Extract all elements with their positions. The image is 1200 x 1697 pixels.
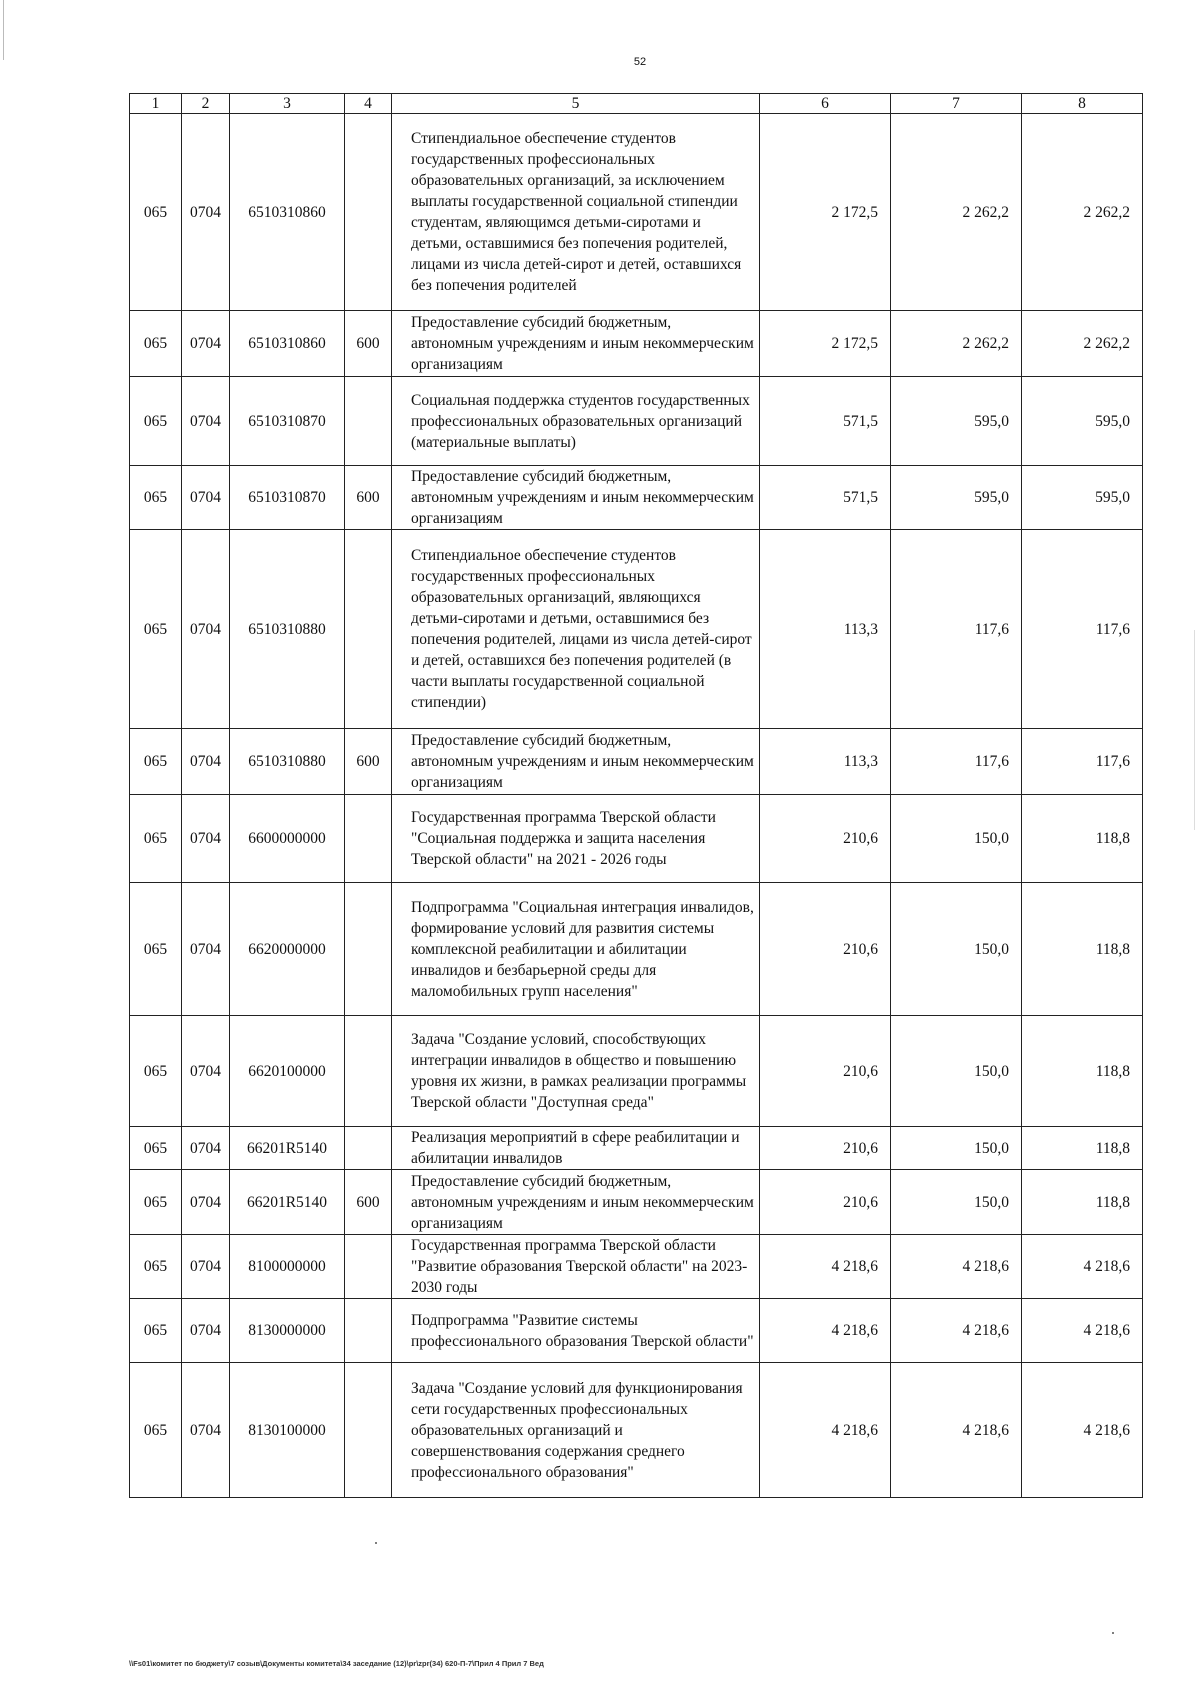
target-article-cell: 6510310880 [230, 729, 345, 795]
target-article-cell: 8100000000 [230, 1235, 345, 1299]
expense-type-cell [345, 1127, 392, 1170]
description-cell: Предоставление субсидий бюджетным, автономным учреждениям и иным некоммерческим организациям [392, 311, 760, 377]
section-code-cell: 0704 [182, 311, 230, 377]
admin-code-cell: 065 [130, 795, 182, 883]
amount-cell-year1: 2 172,5 [760, 311, 891, 377]
amount-cell-year2: 150,0 [891, 1016, 1022, 1127]
section-code-cell: 0704 [182, 1127, 230, 1170]
expense-type-cell: 600 [345, 311, 392, 377]
table-row [130, 114, 1143, 311]
column-number: 5 [392, 94, 760, 114]
amount-cell-year2: 2 262,2 [891, 114, 1022, 311]
expense-type-cell: 600 [345, 1170, 392, 1235]
description-cell: Подпрограмма "Развитие системы профессионального образования Тверской области" [392, 1299, 760, 1363]
column-number: 3 [230, 94, 345, 114]
target-article-cell: 8130100000 [230, 1363, 345, 1498]
amount-cell-year3: 118,8 [1022, 883, 1143, 1016]
admin-code-cell: 065 [130, 530, 182, 729]
section-code-cell: 0704 [182, 114, 230, 311]
expense-type-cell: 600 [345, 729, 392, 795]
column-number: 2 [182, 94, 230, 114]
table-row [130, 1299, 1143, 1363]
table-row [130, 883, 1143, 1016]
description-cell: Государственная программа Тверской области "Развитие образования Тверской области" на 2023-2030 годы [392, 1235, 760, 1299]
target-article-cell: 6510310870 [230, 466, 345, 530]
target-article-cell: 6600000000 [230, 795, 345, 883]
amount-cell-year2: 150,0 [891, 883, 1022, 1016]
amount-cell-year1: 210,6 [760, 1016, 891, 1127]
admin-code-cell: 065 [130, 114, 182, 311]
amount-cell-year3: 2 262,2 [1022, 311, 1143, 377]
admin-code-cell: 065 [130, 1299, 182, 1363]
amount-cell-year1: 210,6 [760, 1170, 891, 1235]
amount-cell-year2: 150,0 [891, 1170, 1022, 1235]
amount-cell-year3: 117,6 [1022, 729, 1143, 795]
budget-table [129, 93, 1143, 1498]
admin-code-cell: 065 [130, 729, 182, 795]
table-row [130, 795, 1143, 883]
admin-code-cell: 065 [130, 466, 182, 530]
admin-code-cell: 065 [130, 883, 182, 1016]
target-article-cell: 6510310870 [230, 377, 345, 466]
target-article-cell: 6510310860 [230, 311, 345, 377]
table-row [130, 1127, 1143, 1170]
section-code-cell: 0704 [182, 1170, 230, 1235]
amount-cell-year1: 210,6 [760, 795, 891, 883]
admin-code-cell: 065 [130, 377, 182, 466]
expense-type-cell [345, 883, 392, 1016]
admin-code-cell: 065 [130, 311, 182, 377]
column-number: 4 [345, 94, 392, 114]
section-code-cell: 0704 [182, 1363, 230, 1498]
table-row [130, 530, 1143, 729]
description-cell: Предоставление субсидий бюджетным, автономным учреждениям и иным некоммерческим организациям [392, 1170, 760, 1235]
admin-code-cell: 065 [130, 1363, 182, 1498]
expense-type-cell [345, 377, 392, 466]
amount-cell-year1: 210,6 [760, 883, 891, 1016]
expense-type-cell [345, 1016, 392, 1127]
table-row [130, 377, 1143, 466]
target-article-cell: 6620000000 [230, 883, 345, 1016]
amount-cell-year2: 4 218,6 [891, 1235, 1022, 1299]
amount-cell-year1: 571,5 [760, 466, 891, 530]
amount-cell-year1: 4 218,6 [760, 1363, 891, 1498]
target-article-cell: 66201R5140 [230, 1127, 345, 1170]
target-article-cell: 66201R5140 [230, 1170, 345, 1235]
description-cell: Предоставление субсидий бюджетным, автономным учреждениям и иным некоммерческим организациям [392, 729, 760, 795]
amount-cell-year3: 4 218,6 [1022, 1299, 1143, 1363]
scan-speck [1112, 1632, 1114, 1634]
amount-cell-year2: 150,0 [891, 1127, 1022, 1170]
amount-cell-year3: 595,0 [1022, 466, 1143, 530]
column-number: 8 [1022, 94, 1143, 114]
target-article-cell: 8130000000 [230, 1299, 345, 1363]
description-cell: Подпрограмма "Социальная интеграция инвалидов, формирование условий для развития системы комплексной реабилитации и абилитации инвалидов и безбарьерной среды для маломобильных групп населения" [392, 883, 760, 1016]
target-article-cell: 6620100000 [230, 1016, 345, 1127]
amount-cell-year1: 2 172,5 [760, 114, 891, 311]
amount-cell-year1: 113,3 [760, 729, 891, 795]
file-path-footer: \\Fs01\комитет по бюджету\7 созыв\Документы комитета\34 заседание (12)\pr\zpr(34) 620-П-7\Прил 4 Прил 7 Вед [129, 1659, 544, 1668]
description-cell: Реализация мероприятий в сфере реабилитации и абилитации инвалидов [392, 1127, 760, 1170]
column-number: 6 [760, 94, 891, 114]
scan-edge-mark [3, 0, 4, 60]
section-code-cell: 0704 [182, 729, 230, 795]
admin-code-cell: 065 [130, 1016, 182, 1127]
amount-cell-year2: 117,6 [891, 530, 1022, 729]
table-row [130, 1363, 1143, 1498]
amount-cell-year3: 4 218,6 [1022, 1363, 1143, 1498]
amount-cell-year3: 118,8 [1022, 1016, 1143, 1127]
expense-type-cell: 600 [345, 466, 392, 530]
amount-cell-year3: 118,8 [1022, 1170, 1143, 1235]
table-row [130, 466, 1143, 530]
amount-cell-year1: 4 218,6 [760, 1235, 891, 1299]
table-row [130, 1235, 1143, 1299]
amount-cell-year3: 595,0 [1022, 377, 1143, 466]
amount-cell-year3: 118,8 [1022, 795, 1143, 883]
amount-cell-year3: 4 218,6 [1022, 1235, 1143, 1299]
admin-code-cell: 065 [130, 1235, 182, 1299]
description-cell: Государственная программа Тверской области "Социальная поддержка и защита населения Тверской области" на 2021 - 2026 годы [392, 795, 760, 883]
expense-type-cell [345, 114, 392, 311]
section-code-cell: 0704 [182, 530, 230, 729]
target-article-cell: 6510310880 [230, 530, 345, 729]
amount-cell-year3: 2 262,2 [1022, 114, 1143, 311]
section-code-cell: 0704 [182, 1299, 230, 1363]
section-code-cell: 0704 [182, 377, 230, 466]
scan-speck [375, 1542, 377, 1544]
admin-code-cell: 065 [130, 1170, 182, 1235]
table-row [130, 729, 1143, 795]
expense-type-cell [345, 1363, 392, 1498]
amount-cell-year1: 571,5 [760, 377, 891, 466]
table-row [130, 311, 1143, 377]
description-cell: Стипендиальное обеспечение студентов государственных профессиональных образовательных организаций, являющихся детьми-сиротами и детьми, оставшимися без попечения родителей, лицами из числа детей-сирот и детей, оставшихся без попечения родителей (в части выплаты государственной социальной стипендии) [392, 530, 760, 729]
amount-cell-year2: 117,6 [891, 729, 1022, 795]
target-article-cell: 6510310860 [230, 114, 345, 311]
section-code-cell: 0704 [182, 1235, 230, 1299]
table-row [130, 1170, 1143, 1235]
page-number: 52 [633, 56, 647, 68]
amount-cell-year2: 4 218,6 [891, 1363, 1022, 1498]
section-code-cell: 0704 [182, 1016, 230, 1127]
amount-cell-year2: 595,0 [891, 377, 1022, 466]
amount-cell-year3: 117,6 [1022, 530, 1143, 729]
description-cell: Стипендиальное обеспечение студентов государственных профессиональных образовательных организаций, за исключением выплаты государственной социальной стипендии студентам, являющимся детьми-сиротами и детьми, оставшимися без попечения родителей, лицами из числа детей-сирот и детей, оставшихся без попечения родителей [392, 114, 760, 311]
description-cell: Задача "Создание условий, способствующих интеграции инвалидов в общество и повышению уровня их жизни, в рамках реализации программы Тверской области "Доступная среда" [392, 1016, 760, 1127]
table-row [130, 1016, 1143, 1127]
column-number: 1 [130, 94, 182, 114]
description-cell: Задача "Создание условий для функционирования сети государственных профессиональных образовательных организаций и совершенствования содержания среднего профессионального образования" [392, 1363, 760, 1498]
expense-type-cell [345, 1299, 392, 1363]
expense-type-cell [345, 530, 392, 729]
column-number: 7 [891, 94, 1022, 114]
amount-cell-year2: 2 262,2 [891, 311, 1022, 377]
amount-cell-year2: 4 218,6 [891, 1299, 1022, 1363]
section-code-cell: 0704 [182, 466, 230, 530]
amount-cell-year2: 150,0 [891, 795, 1022, 883]
admin-code-cell: 065 [130, 1127, 182, 1170]
description-cell: Социальная поддержка студентов государственных профессиональных образовательных организаций (материальные выплаты) [392, 377, 760, 466]
amount-cell-year1: 113,3 [760, 530, 891, 729]
amount-cell-year1: 4 218,6 [760, 1299, 891, 1363]
amount-cell-year1: 210,6 [760, 1127, 891, 1170]
amount-cell-year3: 118,8 [1022, 1127, 1143, 1170]
section-code-cell: 0704 [182, 883, 230, 1016]
expense-type-cell [345, 795, 392, 883]
amount-cell-year2: 595,0 [891, 466, 1022, 530]
expense-type-cell [345, 1235, 392, 1299]
section-code-cell: 0704 [182, 795, 230, 883]
description-cell: Предоставление субсидий бюджетным, автономным учреждениям и иным некоммерческим организациям [392, 466, 760, 530]
scan-edge-mark [1194, 630, 1195, 830]
column-number-row [130, 94, 1143, 114]
